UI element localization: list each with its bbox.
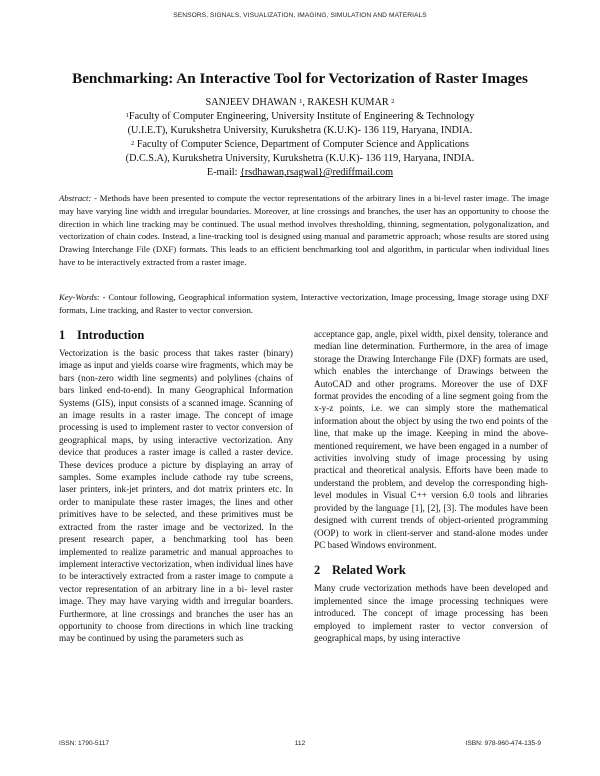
right-column (314, 328, 548, 644)
author-block (40, 96, 560, 180)
abstract-text: - Methods have been presented to compute the vector representations of the arbitrary lines in a bi-level raster image. The image may have varying line width and irregular boundaries. Moreover, at line crossings and branches, the user has an opportunity to choose the direction in which line tracking may be continued. The usual method involves thresholding, thinning, segmentation, polygonalization, and vectorization of chain codes. Instead, a line-tracking tool is designed using manual and parametric approach; whose results are stored using Drawing Interchange File (DXF) formats. This leads to an efficient benchmarking tool and algorithm, in particular when individual lines have to be interactively extracted from a raster image. (59, 193, 549, 267)
affiliation-1-sup: 1 (125, 112, 129, 119)
author-2: , RAKESH KUMAR (302, 97, 392, 108)
affiliation-2 (40, 138, 560, 152)
author-2-sup: 2 (391, 98, 395, 105)
affiliation-1 (40, 110, 560, 124)
section-1-title: Introduction (77, 328, 145, 342)
section-1-heading (59, 328, 293, 343)
section-1-body-left: Vectorization is the basic process that takes raster (binary) image as input and yields coarse wire fragments, which may be bars (non-zero width line segments) and polylines (chains of bars linked end-to-end). In many Geographical Information Systems (GIS), input consists of a scanned image. Scanning of an image results in a raster image. The concept of image processing is used to implement raster to vector conversion of geographical maps, by using interactive vectorization. Any device that produces a raster image is called a raster device. These devices produce a picture by displaying an array of samples. Some examples include cathode ray tube screens, laser printers, ink-jet printers, and dot matrix printers etc. In order to manipulate these raster images, the lines and other primitives have to be selected, and these primitives must be extracted from the raster image and be vectorized. In the present research paper, a benchmarking tool has been implemented to realize parametric and manual approaches to implement interactive vectorization, when individual lines have to be interactively extracted from a raster image to compute a vector representation of an arbitrary line in a bi- level raster image. They may have varying width and irregular boarders. Furthermore, at line crossings and branches the user has an opportunity to choose from directions in which line tracking may be continued by using the parameters such as (59, 348, 293, 644)
abstract (59, 192, 549, 269)
section-2-title: Related Work (332, 563, 406, 578)
email-line (40, 166, 560, 180)
section-1-number: 1 (59, 328, 66, 342)
author-1: SANJEEV DHAWAN (205, 97, 300, 108)
affiliation-2-sup: 2 (131, 140, 135, 147)
section-2-heading (314, 563, 548, 578)
footer-issn: ISSN: 1790-5117 (59, 740, 110, 747)
section-2-number: 2 (314, 563, 321, 578)
section-1-body-right: acceptance gap, angle, pixel width, pixel density, tolerance and median line determination. Furthermore, in the area of image storage the Drawing Interchange File (DXF) formats are used, which enables the interchange of Drawings between the AutoCAD and other programs. Moreover the use of DXF format provides the encoding of a line segment going from the x-y-z points, i.e. we can simply store the mathematical information about the object by using the two end points of the line, that make up the image. Keeping in mind the above-mentioned requirement, we have been engaged in a number of activities involving study of image processing by using practical and theoretical analysis. Efforts have been made to understand the problem, and develop the corresponding high-level modules in Visual C++ version 6.0 tools and libraries provided by the language [1], [2], [3]. The modules have been designed with current trends of object-oriented programming (OOP) to work in client-server and stand-alone modes under PC based Windows environment. (314, 329, 548, 550)
author-names (40, 96, 560, 110)
keywords-label: Key-Words: (59, 292, 100, 302)
affiliation-2-cont: (D.C.S.A), Kurukshetra University, Kurukshetra (K.U.K)- 136 119, Haryana, INDIA. (125, 153, 475, 164)
email-label: E-mail: (206, 167, 241, 178)
author-1-sup: 1 (299, 98, 303, 105)
keywords (59, 291, 549, 317)
keywords-text: - Contour following, Geographical information system, Interactive vectorization, Image processing, Image storage using DXF formats, Line tracking, and Raster to vector conversion. (59, 292, 549, 315)
running-header: SENSORS, SIGNALS, VISUALIZATION, IMAGING, SIMULATION AND MATERIALS (173, 12, 427, 19)
abstract-label: Abstract: (59, 193, 92, 203)
section-2-body: Many crude vectorization methods have been developed and implemented since the image processing techniques were introduced. The concept of image processing has been employed to implement raster to vector conversion of geographical maps, by using interactive (314, 583, 548, 643)
email-link[interactable]: {rsdhawan,rsagwal}@rediffmail.com (240, 167, 394, 178)
footer-isbn: ISBN: 978-960-474-135-9 (465, 740, 541, 747)
affiliation-1-cont: (U.I.E.T), Kurukshetra University, Kurukshetra (K.U.K)- 136 119, Haryana, INDIA. (127, 125, 473, 136)
footer-page-number: 112 (294, 740, 306, 747)
affiliation-1-line1: Faculty of Computer Engineering, University Institute of Engineering & Technology (128, 111, 475, 122)
paper-title: Benchmarking: An Interactive Tool for Vectorization of Raster Images (72, 70, 528, 87)
left-column (59, 328, 293, 645)
affiliation-2-line1: Faculty of Computer Science, Department of Computer Science and Applications (134, 139, 469, 150)
